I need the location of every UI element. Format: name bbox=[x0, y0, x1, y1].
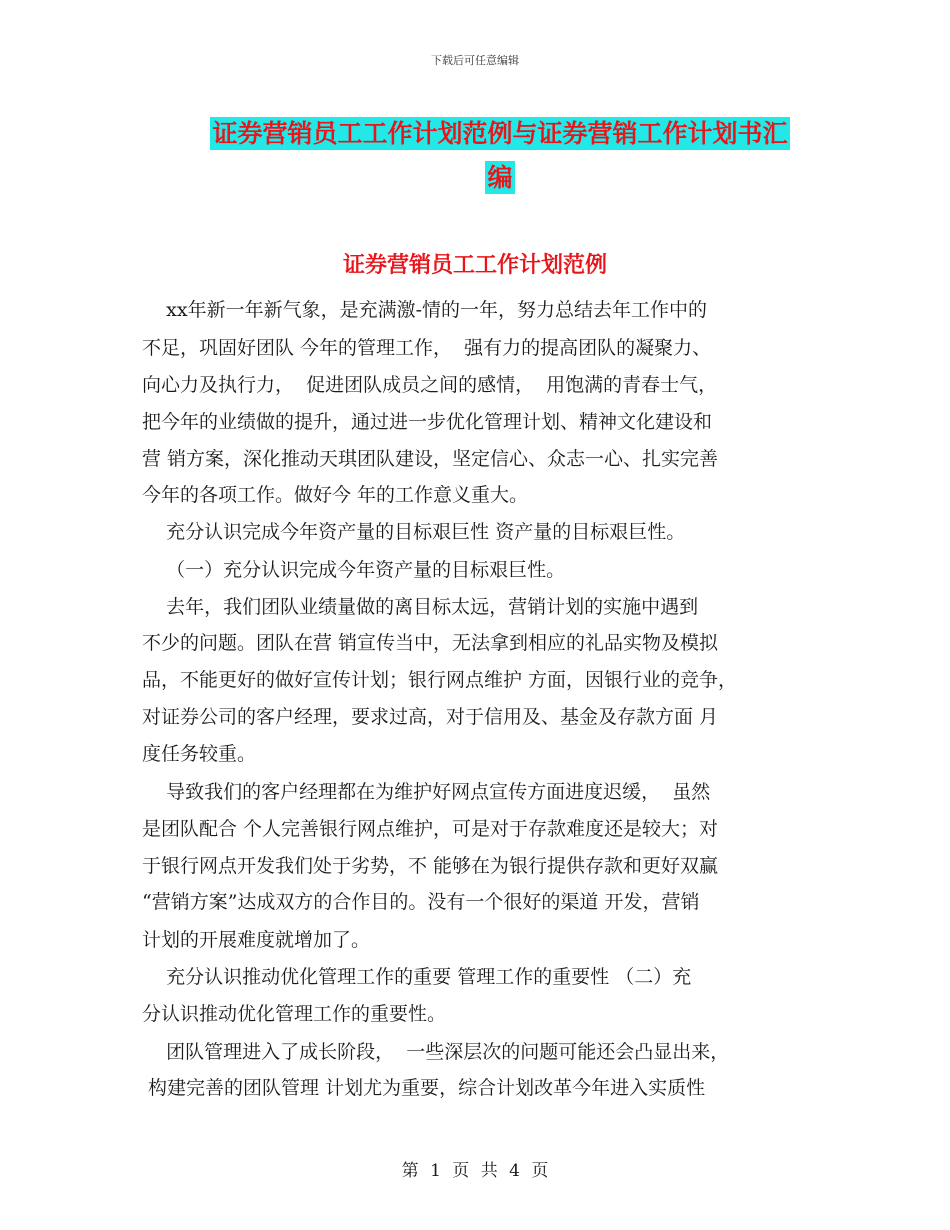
body-line: 导致我们的客户经理都在为维护好网点宣传方面进度迟缓， 虽然 bbox=[142, 781, 711, 803]
body-line: 分认识推动优化管理工作的重要性。 bbox=[142, 1003, 447, 1025]
body-line: 品，不能更好的做好宣传计划；银行网点维护 方面，因银行业的竞争， bbox=[142, 669, 738, 691]
body-line: 今年的各项工作。做好今 年的工作意义重大。 bbox=[142, 484, 529, 506]
body-line: （一）充分认识完成今年资产量的目标艰巨性。 bbox=[142, 559, 566, 581]
section-title: 证券营销员工工作计划范例 bbox=[342, 253, 607, 278]
header-note: 下载后可任意编辑 bbox=[431, 54, 519, 67]
body-line: 对证券公司的客户经理，要求过高，对于信用及、基金及存款方面 月 bbox=[142, 706, 719, 728]
body-line: xx年新一年新气象，是充满激-情的一年，努力总结去年工作中的 bbox=[142, 299, 708, 321]
body-line: 于银行网点开发我们处于劣势，不 能够在为银行提供存款和更好双赢 bbox=[142, 855, 719, 877]
page-footer: 第 1 页 共 4 页 bbox=[401, 1161, 549, 1181]
body-line: 不足，巩固好团队 今年的管理工作， 强有力的提高团队的凝聚力、 bbox=[142, 337, 712, 359]
document-title bbox=[180, 112, 820, 200]
body-line: 度任务较重。 bbox=[142, 743, 257, 765]
document-title-line-2: 编 bbox=[487, 163, 513, 192]
body-line: 去年，我们团队业绩量做的离目标太远，营销计划的实施中遇到 bbox=[142, 596, 699, 618]
body-line: 是团队配合 个人完善银行网点维护，可是对于存款难度还是较大；对 bbox=[142, 818, 719, 840]
body-line: “营销方案”达成双方的合作目的。没有一个很好的渠道 开发，营销 bbox=[142, 891, 700, 913]
body-line: 把今年的业绩做的提升，通过进一步优化管理计划、精神文化建设和 bbox=[142, 411, 713, 433]
body-line: 构建完善的团队管理 计划尤为重要，综合计划改革今年进入实质性 bbox=[142, 1077, 706, 1099]
body-line: 向心力及执行力， 促进团队成员之间的感情， 用饱满的青春士气， bbox=[142, 374, 718, 396]
body-line: 团队管理进入了成长阶段， 一些深层次的问题可能还会凸显出来， bbox=[142, 1041, 730, 1063]
body-line: 充分认识推动优化管理工作的重要 管理工作的重要性 （二）充 bbox=[142, 966, 692, 988]
body-line: 不少的问题。团队在营 销宣传当中，无法拿到相应的礼品实物及模拟 bbox=[142, 632, 719, 654]
body-line: 计划的开展难度就增加了。 bbox=[142, 929, 371, 951]
document-title-line-1: 证券营销员工工作计划范例与证券营销工作计划书汇 bbox=[212, 119, 788, 148]
body-line: 营 销方案，深化推动天琪团队建设，坚定信心、众志一心、扎实完善 bbox=[142, 448, 719, 470]
body-line: 充分认识完成今年资产量的目标艰巨性 资产量的目标艰巨性。 bbox=[142, 521, 686, 543]
